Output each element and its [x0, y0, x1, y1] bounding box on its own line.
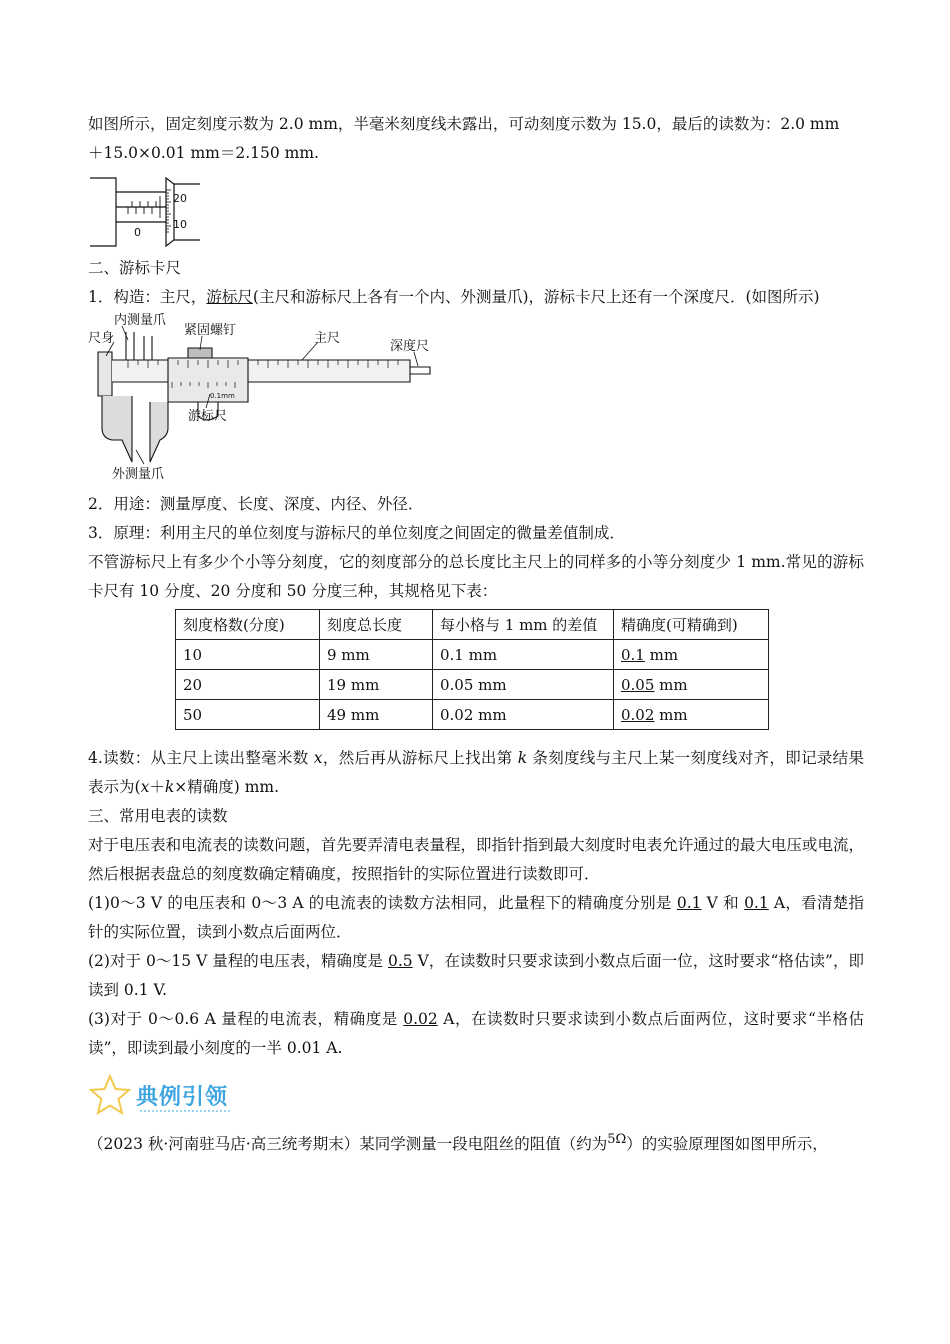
table-header-cell: 刻度格数(分度)	[176, 610, 320, 640]
table-header-cell: 精确度(可精确到)	[614, 610, 769, 640]
vernier-spec-table	[175, 609, 769, 730]
meters-section-title: 三、常用电表的读数	[88, 807, 228, 825]
vernier-item1-suffix: (主尺和游标尺上各有一个内、外测量爪)，游标卡尺上还有一个深度尺．(如图所示)	[252, 288, 820, 306]
table-cell-precision	[614, 670, 769, 700]
item4-text: ，然后再从游标尺上找出第	[322, 749, 518, 767]
table-cell: 0.02 mm	[433, 700, 614, 730]
vernier-item1	[88, 283, 864, 312]
vernier-item1-underlined: 游标尺	[206, 288, 253, 306]
vernier-explain: 不管游标尺上有多少个小等分刻度，它的刻度部分的总长度比主尺上的同样多的小等分刻度少 1 mm.常见的游标卡尺有 10 分度、20 分度和 50 分度三种，其规格见下表：	[88, 553, 864, 600]
item4-text: 4.读数：从主尺上读出整毫米数	[88, 749, 314, 767]
label-depth: 深度尺	[390, 339, 430, 354]
meters-p1-text: V 和	[701, 894, 745, 912]
precision-value: 0.02	[621, 705, 655, 724]
item4-text: ＋	[149, 778, 165, 796]
meters-p3-text: (3)对于 0～0.6 A 量程的电流表，精确度是	[88, 1010, 404, 1028]
meters-p1-value: 0.1	[744, 894, 769, 912]
micrometer-label-0: 0	[134, 226, 141, 239]
table-cell: 10	[176, 640, 320, 670]
example-text-part: ）的实验原理图如图甲所示，	[626, 1135, 828, 1154]
label-precision-mark: 0.1mm	[210, 392, 235, 400]
micrometer-text-line1: 如图所示，固定刻度示数为 2.0 mm，半毫米刻度线未露出，可动刻度示数为 15.0，最后的读数为：2.0 mm	[88, 115, 840, 133]
example-divider	[140, 1110, 230, 1112]
var-x: x	[313, 749, 323, 767]
table-row	[176, 640, 769, 670]
meters-p1	[88, 889, 864, 947]
label-main-scale: 主尺	[314, 331, 341, 346]
table-cell: 20	[176, 670, 320, 700]
table-cell: 49 mm	[320, 700, 433, 730]
table-cell-precision	[614, 700, 769, 730]
table-row	[176, 700, 769, 730]
precision-value: 0.05	[621, 675, 655, 694]
table-header-cell: 刻度总长度	[320, 610, 433, 640]
table-cell: 0.1 mm	[433, 640, 614, 670]
example-title: 典例引领	[136, 1084, 229, 1110]
precision-unit: mm	[644, 645, 679, 664]
label-body: 尺身	[88, 331, 115, 346]
table-cell: 50	[176, 700, 320, 730]
var-x: x	[140, 778, 150, 796]
meters-p2-text: (2)对于 0～15 V 量程的电压表，精确度是	[88, 952, 389, 970]
label-inner-jaw: 内测量爪	[114, 313, 167, 328]
var-k: k	[517, 749, 528, 767]
micrometer-text-line2: ＋15.0×0.01 mm＝2.150 mm.	[88, 144, 319, 162]
precision-unit: mm	[654, 705, 688, 724]
example-resistance-value: 5Ω	[607, 1132, 627, 1147]
table-header-cell: 每小格与 1 mm 的差值	[433, 610, 614, 640]
meters-p2-text: V，在读数时只要求读到小数点后面一位，这时要求“格估读”，即读到 0.1 V.	[88, 952, 864, 999]
table-row	[176, 670, 769, 700]
label-screw: 紧固螺钉	[184, 323, 237, 338]
meters-p1-value: 0.1	[676, 894, 702, 912]
document-page	[88, 110, 864, 1159]
micrometer-text	[88, 110, 864, 168]
vernier-caliper-figure	[88, 312, 448, 490]
item4-text: 条刻度线与主尺上某一刻度线对齐，即记录结果表示为(	[88, 749, 864, 796]
micrometer-figure	[88, 174, 208, 254]
micrometer-label-10: 10	[173, 218, 187, 231]
precision-value: 0.1	[621, 645, 645, 664]
var-k: k	[164, 778, 175, 796]
precision-unit: mm	[654, 675, 688, 694]
meters-p2	[88, 947, 864, 1005]
example-text-part: （2023 秋·河南驻马店·高三统考期末）某同学测量一段电阻丝的阻值（约为	[88, 1135, 608, 1154]
vernier-item4	[88, 744, 864, 802]
star-icon	[88, 1074, 132, 1116]
table-cell-precision	[614, 640, 769, 670]
meters-p1-text: (1)0～3 V 的电压表和 0～3 A 的电流表的读数方法相同，此量程下的精确度分别是	[88, 894, 677, 912]
item4-text: ×精确度) mm.	[174, 778, 280, 796]
meters-p3	[88, 1005, 864, 1063]
meters-p2-value: 0.5	[388, 952, 413, 970]
table-cell: 9 mm	[320, 640, 433, 670]
label-vernier: 游标尺	[188, 409, 228, 424]
table-cell: 19 mm	[320, 670, 433, 700]
meters-intro: 对于电压表和电流表的读数问题，首先要弄清电表量程，即指针指到最大刻度时电表允许通过的最大电压或电流，然后根据表盘总的刻度数确定精确度，按照指针的实际位置进行读数即可．	[88, 836, 864, 883]
label-outer-jaw: 外测量爪	[112, 467, 165, 482]
meters-p1-text: A，看清楚指针的实际位置，读到小数点后面两位．	[88, 894, 864, 941]
vernier-section-title: 二、游标卡尺	[88, 259, 182, 277]
table-header-row	[176, 610, 769, 640]
table-cell: 0.05 mm	[433, 670, 614, 700]
micrometer-label-20: 20	[173, 192, 187, 205]
meters-p3-value: 0.02	[403, 1010, 438, 1028]
meters-p3-text: A，在读数时只要求读到小数点后面两位，这时要求“半格估读”，即读到最小刻度的一半 0.01 A.	[88, 1010, 864, 1057]
vernier-item2: 2．用途：测量厚度、长度、深度、内径、外径．	[88, 495, 424, 513]
example-text	[88, 1125, 864, 1159]
example-header	[88, 1073, 864, 1117]
vernier-item3: 3．原理：利用主尺的单位刻度与游标尺的单位刻度之间固定的微量差值制成．	[88, 524, 625, 542]
vernier-item1-prefix: 1．构造：主尺，	[88, 288, 207, 306]
